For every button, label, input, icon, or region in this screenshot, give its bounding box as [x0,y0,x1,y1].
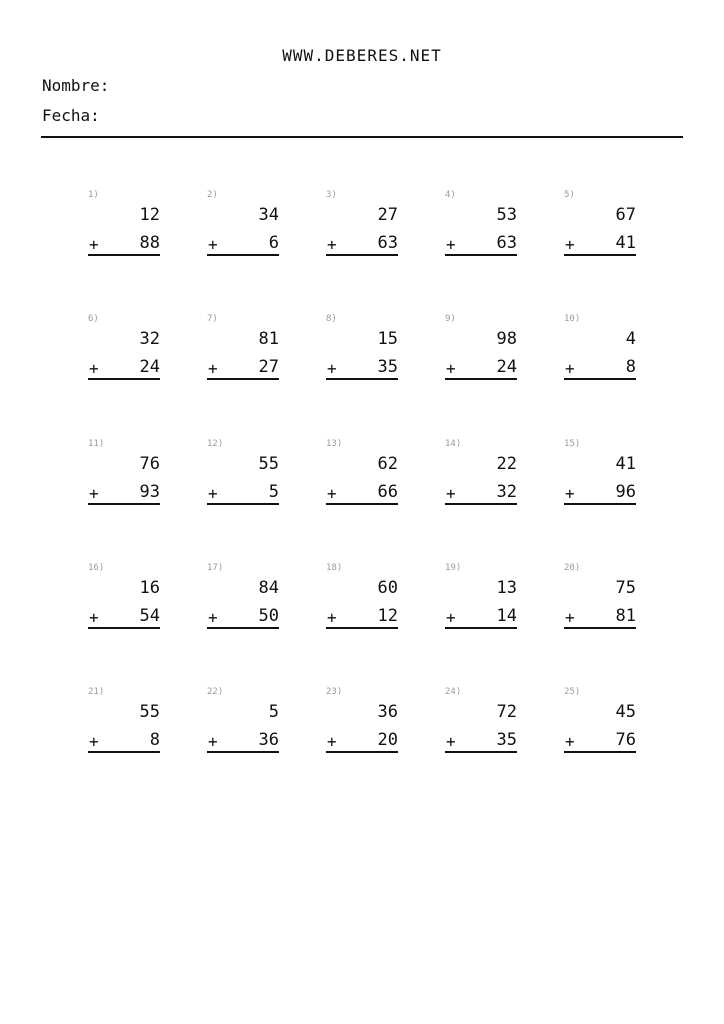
plus-sign: + [565,608,575,627]
answer-line [88,751,160,753]
top-addend: 27 [377,205,398,225]
addition-problem [564,190,636,270]
top-addend: 4 [625,329,636,349]
plus-sign: + [565,732,575,751]
bottom-addend: 63 [377,233,398,253]
bottom-addend: 5 [268,482,279,502]
addition-problem [326,190,398,270]
answer-line [445,751,517,753]
addition-problem [207,314,279,394]
addition-problem [564,314,636,394]
addition-problem [445,439,517,519]
problem-number: 20) [564,563,581,573]
bottom-addend: 50 [258,606,279,626]
top-addend: 81 [258,329,279,349]
bottom-addend: 6 [268,233,279,253]
bottom-addend: 54 [139,606,160,626]
problem-number: 21) [88,687,105,697]
answer-line [445,378,517,380]
plus-sign: + [208,608,218,627]
addition-problem [207,687,279,767]
plus-sign: + [446,484,456,503]
plus-sign: + [89,484,99,503]
problem-number: 8) [326,314,337,324]
problem-number: 25) [564,687,581,697]
top-addend: 60 [377,578,398,598]
top-addend: 36 [377,702,398,722]
problem-number: 22) [207,687,224,697]
problem-number: 12) [207,439,224,449]
addition-problem [207,439,279,519]
problem-number: 23) [326,687,343,697]
problem-number: 15) [564,439,581,449]
answer-line [326,627,398,629]
top-addend: 34 [258,205,279,225]
top-addend: 12 [139,205,160,225]
plus-sign: + [89,608,99,627]
problem-number: 7) [207,314,218,324]
problem-number: 6) [88,314,99,324]
bottom-addend: 32 [496,482,517,502]
top-addend: 5 [268,702,279,722]
top-addend: 16 [139,578,160,598]
header-divider [41,136,683,138]
problem-number: 3) [326,190,337,200]
top-addend: 76 [139,454,160,474]
answer-line [88,503,160,505]
top-addend: 45 [615,702,636,722]
answer-line [207,378,279,380]
plus-sign: + [446,359,456,378]
plus-sign: + [327,359,337,378]
addition-problem [326,439,398,519]
addition-problem [88,439,160,519]
bottom-addend: 88 [139,233,160,253]
problem-number: 1) [88,190,99,200]
problem-number: 17) [207,563,224,573]
plus-sign: + [565,484,575,503]
bottom-addend: 41 [615,233,636,253]
answer-line [326,254,398,256]
bottom-addend: 66 [377,482,398,502]
answer-line [564,254,636,256]
answer-line [445,254,517,256]
problem-number: 11) [88,439,105,449]
addition-problem [88,687,160,767]
plus-sign: + [327,235,337,254]
problem-number: 16) [88,563,105,573]
bottom-addend: 35 [377,357,398,377]
problem-number: 9) [445,314,456,324]
answer-line [207,503,279,505]
addition-problem [564,439,636,519]
top-addend: 62 [377,454,398,474]
plus-sign: + [327,608,337,627]
addition-problem [326,314,398,394]
plus-sign: + [208,484,218,503]
bottom-addend: 35 [496,730,517,750]
addition-problem [445,563,517,643]
problem-number: 19) [445,563,462,573]
answer-line [326,378,398,380]
name-label: Nombre: [42,76,110,95]
problem-number: 13) [326,439,343,449]
top-addend: 55 [139,702,160,722]
top-addend: 15 [377,329,398,349]
addition-problem [88,190,160,270]
plus-sign: + [89,235,99,254]
answer-line [207,627,279,629]
plus-sign: + [565,235,575,254]
top-addend: 55 [258,454,279,474]
top-addend: 84 [258,578,279,598]
bottom-addend: 14 [496,606,517,626]
addition-problem [445,687,517,767]
bottom-addend: 36 [258,730,279,750]
addition-problem [564,687,636,767]
bottom-addend: 63 [496,233,517,253]
answer-line [88,378,160,380]
answer-line [564,378,636,380]
top-addend: 32 [139,329,160,349]
bottom-addend: 8 [149,730,160,750]
bottom-addend: 8 [625,357,636,377]
top-addend: 22 [496,454,517,474]
plus-sign: + [446,732,456,751]
top-addend: 72 [496,702,517,722]
plus-sign: + [89,732,99,751]
plus-sign: + [327,732,337,751]
bottom-addend: 20 [377,730,398,750]
top-addend: 75 [615,578,636,598]
plus-sign: + [565,359,575,378]
bottom-addend: 27 [258,357,279,377]
bottom-addend: 96 [615,482,636,502]
answer-line [564,627,636,629]
plus-sign: + [208,359,218,378]
answer-line [88,627,160,629]
top-addend: 67 [615,205,636,225]
site-title: WWW.DEBERES.NET [282,46,442,65]
addition-problem [88,314,160,394]
addition-problem [445,190,517,270]
addition-problem [207,190,279,270]
answer-line [564,503,636,505]
plus-sign: + [446,235,456,254]
top-addend: 13 [496,578,517,598]
problem-number: 4) [445,190,456,200]
answer-line [564,751,636,753]
problem-number: 24) [445,687,462,697]
bottom-addend: 81 [615,606,636,626]
answer-line [326,751,398,753]
top-addend: 53 [496,205,517,225]
bottom-addend: 24 [139,357,160,377]
addition-problem [564,563,636,643]
bottom-addend: 93 [139,482,160,502]
answer-line [326,503,398,505]
plus-sign: + [446,608,456,627]
addition-problem [326,687,398,767]
top-addend: 98 [496,329,517,349]
problem-number: 18) [326,563,343,573]
problem-number: 5) [564,190,575,200]
addition-problem [326,563,398,643]
answer-line [445,503,517,505]
addition-problem [88,563,160,643]
plus-sign: + [208,732,218,751]
addition-problem [445,314,517,394]
problem-number: 10) [564,314,581,324]
answer-line [207,254,279,256]
answer-line [445,627,517,629]
answer-line [207,751,279,753]
plus-sign: + [327,484,337,503]
addition-problem [207,563,279,643]
top-addend: 41 [615,454,636,474]
answer-line [88,254,160,256]
bottom-addend: 76 [615,730,636,750]
bottom-addend: 24 [496,357,517,377]
plus-sign: + [208,235,218,254]
date-label: Fecha: [42,106,100,125]
plus-sign: + [89,359,99,378]
bottom-addend: 12 [377,606,398,626]
problem-number: 14) [445,439,462,449]
problem-number: 2) [207,190,218,200]
